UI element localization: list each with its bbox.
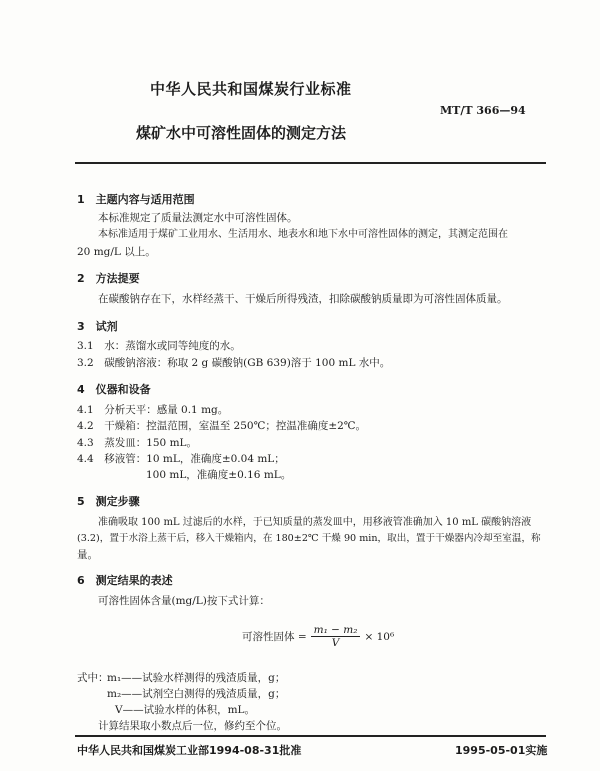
where-item-v: V——试验水样的体积，mL。	[115, 704, 256, 716]
formula-numerator: m₁ − m₂	[311, 624, 361, 637]
section-1-para-2-line-2: 20 mg/L 以上。	[77, 246, 156, 258]
formula-denominator: V	[331, 637, 340, 649]
section-6-intro: 可溶性固体含量(mg/L)按下式计算：	[98, 595, 270, 607]
section-5-line-2: (3.2)，置于水浴上蒸干后，移入干燥箱内，在 180±2℃ 干燥 90 min，取出，置于干燥器内冷却至室温，称	[77, 533, 541, 544]
where-label: 式中：	[77, 672, 109, 684]
section-3-item-2: 3.2 碳酸钠溶液：称取 2 g 碳酸钠(GB 639)溶于 100 mL 水中。	[77, 357, 391, 369]
formula	[242, 624, 394, 649]
section-5-heading: 5 测定步骤	[77, 495, 140, 508]
formula-fraction	[311, 624, 361, 649]
section-4-item-2: 4.2 干燥箱：控温范围，室温至 250℃；控温准确度±2℃。	[77, 420, 367, 432]
where-item-m2: m₂——试剂空白测得的残渣质量，g；	[107, 688, 286, 700]
section-4-heading: 4 仪器和设备	[77, 383, 151, 396]
formula-tail: × 10⁶	[364, 630, 395, 643]
section-5-line-3: 量。	[77, 549, 98, 561]
standard-number: MT/T 366—94	[440, 104, 526, 117]
section-2-para-1: 在碳酸钠存在下，水样经蒸干、干燥后所得残渣，扣除碳酸钠质量即为可溶性固体质量。	[98, 293, 508, 305]
rounding-note: 计算结果取小数点后一位，修约至个位。	[98, 720, 287, 732]
effective-date: 1995-05-01实施	[455, 744, 548, 757]
formula-lhs: 可溶性固体 =	[242, 630, 307, 643]
section-3-item-1: 3.1 水：蒸馏水或同等纯度的水。	[77, 340, 241, 352]
header-rule	[75, 162, 546, 164]
document-title: 煤矿水中可溶性固体的测定方法	[136, 124, 347, 142]
approval-line: 中华人民共和国煤炭工业部1994-08-31批准	[77, 744, 302, 757]
section-3-heading: 3 试剂	[77, 320, 118, 333]
section-4-item-1: 4.1 分析天平：感量 0.1 mg。	[77, 404, 229, 416]
section-5-line-1: 准确吸取 100 mL 过滤后的水样，于已知质量的蒸发皿中，用移液管准确加入 10 mL 碳酸钠溶液	[98, 517, 532, 528]
where-item-m1: m₁——试验水样测得的残渣质量，g；	[107, 672, 286, 684]
org-standard-heading: 中华人民共和国煤炭行业标准	[150, 80, 352, 98]
section-4-item-4-line-1: 4.4 移液管：10 mL，准确度±0.04 mL；	[77, 453, 285, 465]
section-1-para-2-line-1: 本标准适用于煤矿工业用水、生活用水、地表水和地下水中可溶性固体的测定，其测定范围在	[98, 229, 508, 240]
section-1-para-1: 本标准规定了质量法测定水中可溶性固体。	[98, 212, 298, 224]
section-6-heading: 6 测定结果的表述	[77, 574, 173, 587]
section-4-item-3: 4.3 蒸发皿：150 mL。	[77, 437, 198, 449]
footer-rule	[75, 735, 546, 737]
section-2-heading: 2 方法提要	[77, 272, 140, 285]
section-4-item-4-line-2: 100 mL，准确度±0.16 mL。	[146, 469, 292, 481]
section-1-heading: 1 主题内容与适用范围	[77, 193, 195, 206]
